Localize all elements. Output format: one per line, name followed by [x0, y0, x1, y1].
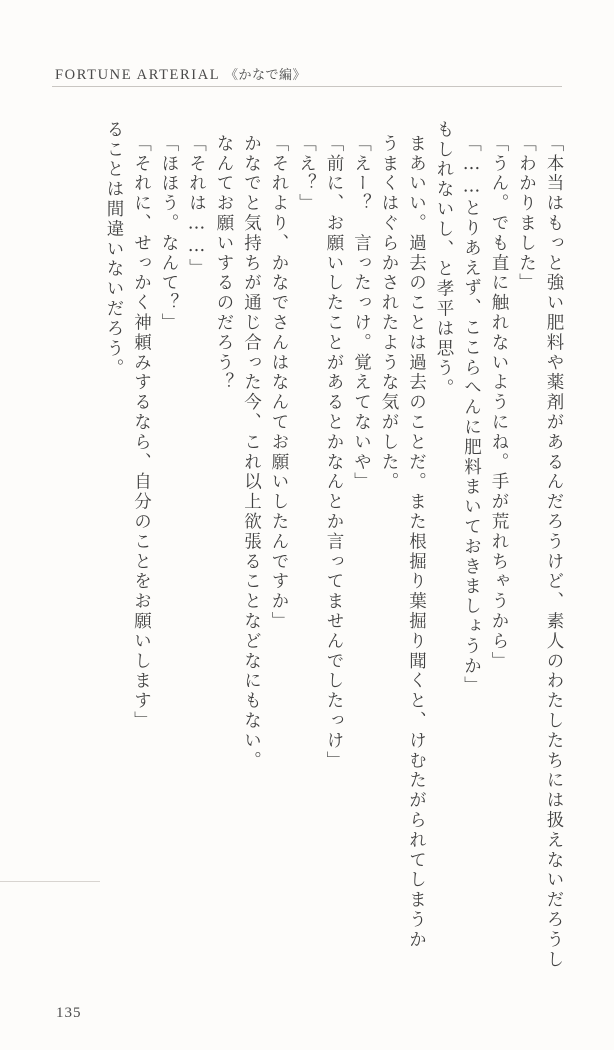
text-line: 「わかりました」	[516, 134, 537, 294]
running-head	[55, 64, 560, 84]
text-line: 「えー？ 言ったっけ。覚えてないや」	[351, 134, 372, 493]
text-line: 「うん。でも直に触れないようにね。手が荒れちゃうから」	[489, 134, 509, 672]
text-line: ることは間違いないだろう。	[104, 120, 124, 379]
footer-divider	[0, 881, 100, 882]
header-divider	[52, 86, 562, 87]
text-line: なんてお願いするのだろう？	[214, 134, 234, 393]
text-line: もしれないし、と孝平は思う。	[434, 120, 454, 399]
text-line: 「それより、かなでさんはなんてお願いしたんですか」	[269, 134, 289, 632]
text-line: 「それに、せっかく神頼みするなら、自分のことをお願いします」	[131, 134, 152, 731]
text-line: 「それは……」	[186, 134, 207, 279]
text-line: 「本当はもっと強い肥料や薬剤があるんだろうけど、素人のわたしたちには扱えないだろうし	[544, 134, 564, 970]
page-number: 135	[56, 1005, 82, 1021]
running-head-series-title: FORTUNE ARTERIAL	[55, 67, 221, 83]
text-line: かなでと気持ちが通じ合った今、これ以上欲張ることなどなにもない。	[241, 134, 262, 771]
running-head-volume-label: 《かなで編》	[224, 67, 306, 82]
text-line: うまくはぐらかされたような気がした。	[379, 134, 399, 493]
text-line: 「前に、お願いしたことがあるとかなんとか言ってませんでしたっけ」	[324, 134, 344, 771]
text-line: まあいい。過去のことは過去のことだ。また根掘り葉掘り聞くと、けむたがられてしまうか	[406, 134, 427, 950]
text-line: 「え？」	[296, 134, 317, 214]
text-line: 「ほほう。なんて？」	[159, 134, 179, 333]
text-line: 「……とりあえず、ここらへんに肥料まいておきましょうか」	[461, 134, 482, 697]
vertical-text-body	[95, 120, 564, 970]
